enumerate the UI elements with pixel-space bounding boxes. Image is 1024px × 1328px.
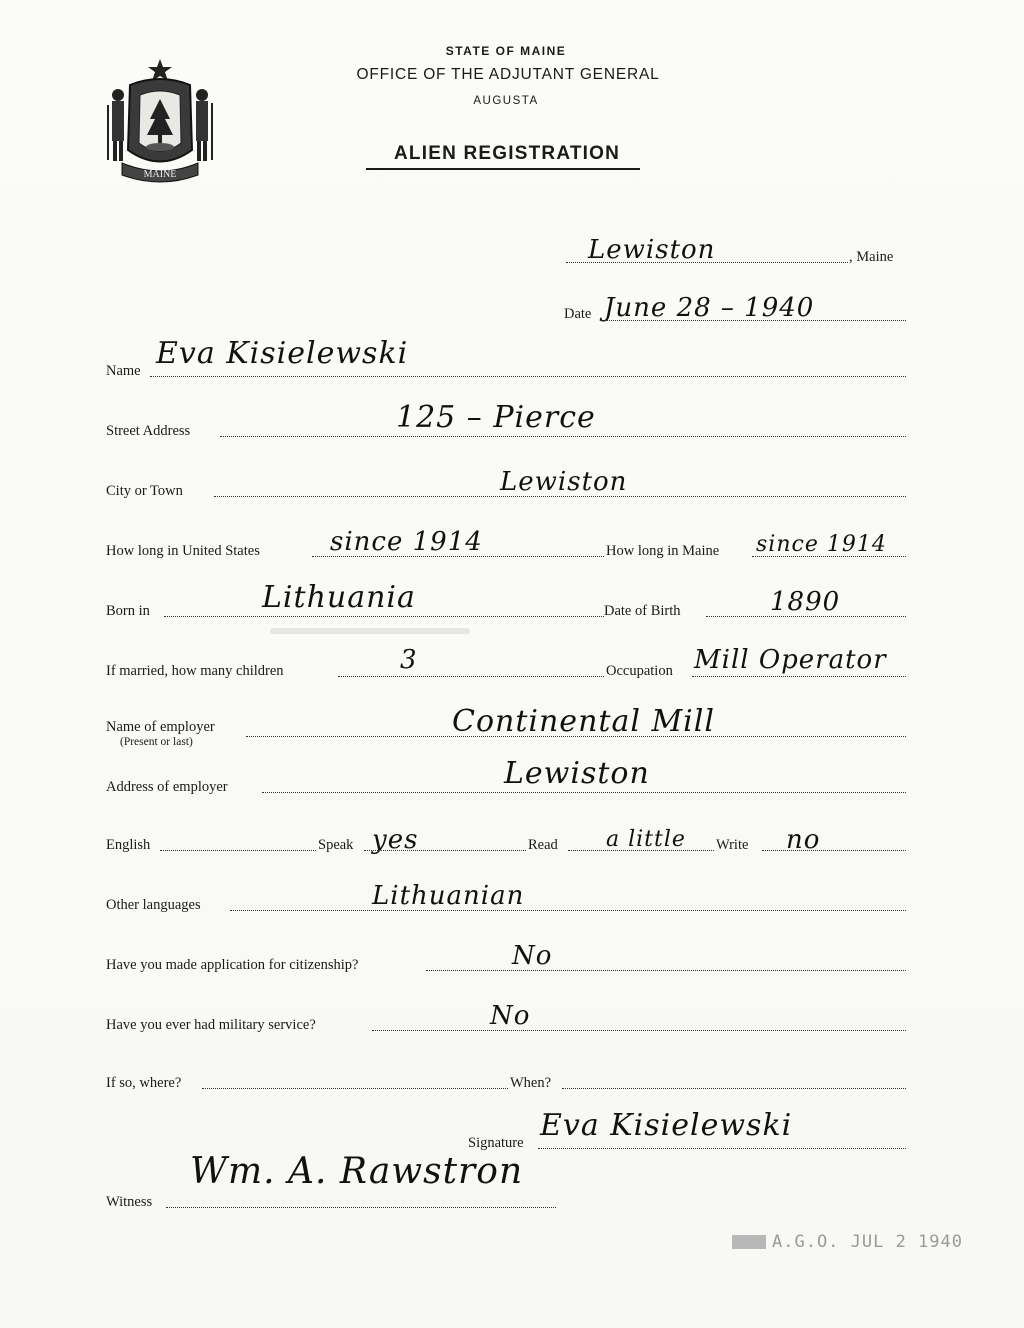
other-languages-dotted-line xyxy=(230,910,906,911)
military-dotted-line xyxy=(372,1030,906,1031)
witness-dotted-line xyxy=(166,1207,556,1208)
city-label: City or Town xyxy=(106,483,183,499)
born-in-dotted-line xyxy=(164,616,604,617)
city-value[interactable]: Lewiston xyxy=(500,467,628,497)
street-address-value[interactable]: 125 – Pierce xyxy=(396,400,596,435)
date-dotted-line xyxy=(600,320,906,321)
date-label: Date xyxy=(564,306,592,322)
stamp-block-icon xyxy=(732,1235,766,1249)
dob-value[interactable]: 1890 xyxy=(770,587,841,617)
street-address-dotted-line xyxy=(220,436,906,437)
employer-address-value[interactable]: Lewiston xyxy=(504,756,650,791)
location-value[interactable]: Lewiston xyxy=(588,235,716,265)
received-date-stamp xyxy=(732,1232,963,1252)
children-value[interactable]: 3 xyxy=(400,645,418,675)
other-languages-value[interactable]: Lithuanian xyxy=(372,881,525,911)
write-value[interactable]: no xyxy=(786,825,821,855)
read-dotted-line xyxy=(568,850,714,851)
born-in-label: Born in xyxy=(106,603,150,619)
dob-label: Date of Birth xyxy=(604,603,681,619)
read-label: Read xyxy=(528,837,558,853)
read-value[interactable]: a little xyxy=(606,827,686,852)
name-value[interactable]: Eva Kisielewski xyxy=(156,336,409,371)
witness-label: Witness xyxy=(106,1194,153,1210)
when-dotted-line xyxy=(562,1088,906,1089)
english-dotted-line xyxy=(160,850,316,851)
employer-sublabel: (Present or last) xyxy=(120,736,193,748)
how-long-us-dotted-line xyxy=(312,556,604,557)
citizenship-dotted-line xyxy=(426,970,906,971)
date-value[interactable]: June 28 – 1940 xyxy=(604,293,815,323)
header-state: STATE OF MAINE xyxy=(445,44,567,58)
employer-address-label: Address of employer xyxy=(106,779,228,795)
occupation-label: Occupation xyxy=(606,663,673,679)
smudge-mark xyxy=(270,628,470,634)
dob-dotted-line xyxy=(706,616,906,617)
title-underline xyxy=(366,168,640,170)
how-long-maine-value[interactable]: since 1914 xyxy=(756,532,887,557)
occupation-dotted-line xyxy=(692,676,906,677)
children-label: If married, how many children xyxy=(106,663,284,679)
seal-text: MAINE xyxy=(143,169,177,180)
how-long-us-label: How long in United States xyxy=(106,543,260,559)
city-dotted-line xyxy=(214,496,906,497)
how-long-maine-dotted-line xyxy=(752,556,906,557)
location-dotted-line xyxy=(566,262,848,263)
speak-dotted-line xyxy=(364,850,526,851)
write-dotted-line xyxy=(762,850,906,851)
born-in-value[interactable]: Lithuania xyxy=(262,580,416,615)
signature-dotted-line xyxy=(538,1148,906,1149)
citizenship-value[interactable]: No xyxy=(512,941,553,971)
how-long-us-value[interactable]: since 1914 xyxy=(330,527,483,557)
name-label: Name xyxy=(106,363,141,379)
citizenship-label: Have you made application for citizenship? xyxy=(106,957,359,973)
speak-label: Speak xyxy=(318,837,354,853)
employer-address-dotted-line xyxy=(262,792,906,793)
military-label: Have you ever had military service? xyxy=(106,1017,316,1033)
how-long-maine-label: How long in Maine xyxy=(606,543,720,559)
employer-value[interactable]: Continental Mill xyxy=(452,704,715,739)
english-label: English xyxy=(106,837,151,853)
employer-dotted-line xyxy=(246,736,906,737)
signature-label: Signature xyxy=(468,1135,524,1151)
street-address-label: Street Address xyxy=(106,423,191,439)
form-title: ALIEN REGISTRATION xyxy=(393,143,621,164)
speak-value[interactable]: yes xyxy=(372,825,419,855)
location-suffix: , Maine xyxy=(849,249,894,265)
military-value[interactable]: No xyxy=(490,1001,531,1031)
when-label: When? xyxy=(510,1075,552,1091)
stamp-text: A.G.O. JUL 2 1940 xyxy=(772,1232,963,1252)
name-dotted-line xyxy=(150,376,906,377)
occupation-value[interactable]: Mill Operator xyxy=(694,645,887,675)
witness-value[interactable]: Wm. A. Rawstron xyxy=(190,1151,524,1192)
write-label: Write xyxy=(716,837,749,853)
children-dotted-line xyxy=(338,676,604,677)
employer-label: Name of employer xyxy=(106,719,215,735)
if-so-where-label: If so, where? xyxy=(106,1075,182,1091)
signature-value[interactable]: Eva Kisielewski xyxy=(540,1108,793,1143)
header-city: AUGUSTA xyxy=(473,95,539,107)
if-so-where-dotted-line xyxy=(202,1088,508,1089)
other-languages-label: Other languages xyxy=(106,897,201,913)
header-office: OFFICE OF THE ADJUTANT GENERAL xyxy=(356,66,660,83)
